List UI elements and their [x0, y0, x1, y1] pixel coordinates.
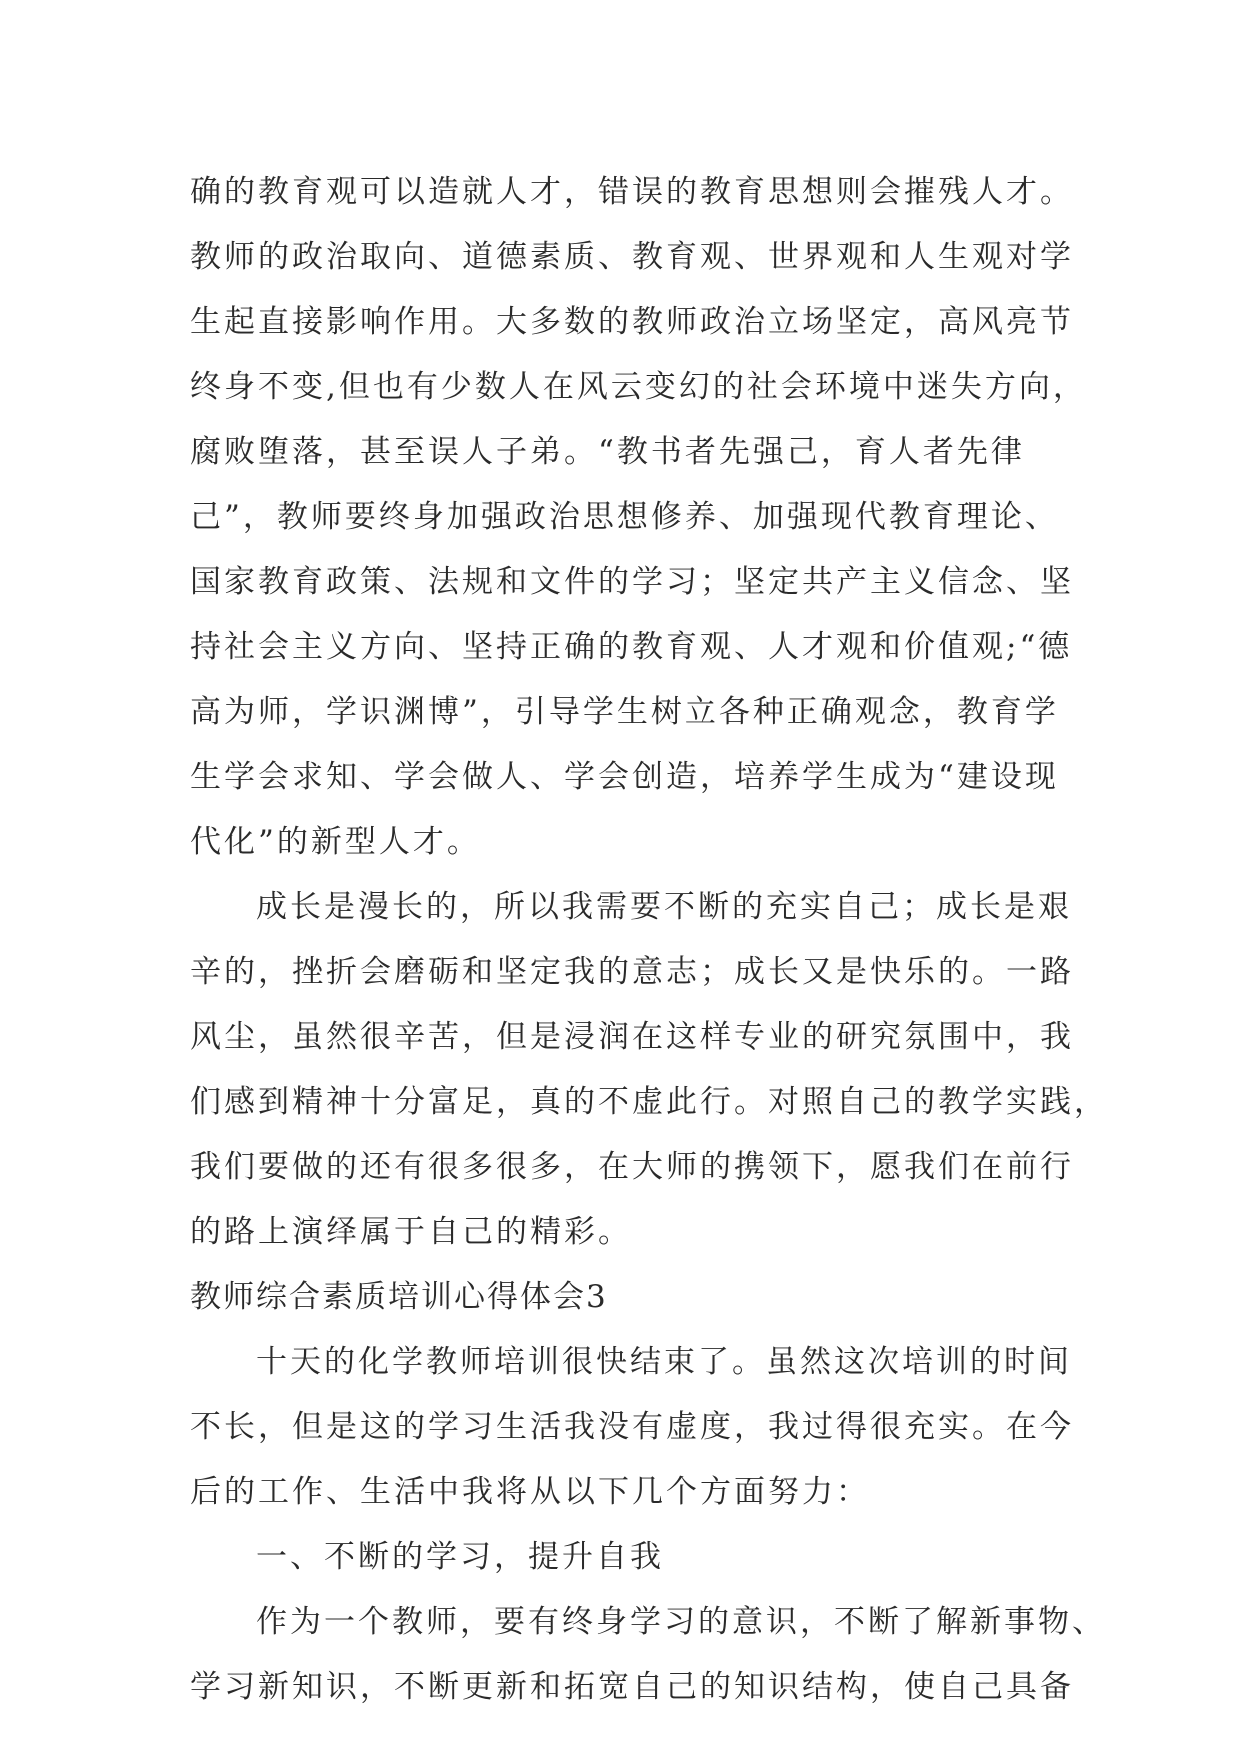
- text-line: 后的工作、生活中我将从以下几个方面努力：: [190, 1474, 870, 1510]
- text-line: 不长，但是这的学习生活我没有虚度，我过得很充实。在今: [190, 1409, 1074, 1445]
- document-body: [190, 160, 1108, 1720]
- text-line: 国家教育政策、法规和文件的学习；坚定共产主义信念、坚: [190, 564, 1074, 600]
- section-title: 教师综合素质培训心得体会3: [190, 1279, 608, 1315]
- text-line: 辛的，挫折会磨砺和坚定我的意志；成长又是快乐的。一路: [190, 954, 1074, 990]
- text-line: 高为师，学识渊博”，引导学生树立各种正确观念，教育学: [190, 694, 1059, 730]
- text-line: 教师的政治取向、道德素质、教育观、世界观和人生观对学: [190, 239, 1074, 275]
- text-line: 确的教育观可以造就人才，错误的教育思想则会摧残人才。: [190, 174, 1074, 210]
- text-line: 们感到精神十分富足，真的不虚此行。对照自己的教学实践，: [190, 1084, 1108, 1120]
- text-line: 十天的化学教师培训很快结束了。虽然这次培训的时间: [256, 1344, 1072, 1380]
- text-line: 成长是漫长的，所以我需要不断的充实自己；成长是艰: [256, 889, 1072, 925]
- text-line: 的路上演绎属于自己的精彩。: [190, 1214, 632, 1250]
- paragraph-4: [190, 1590, 1106, 1720]
- text-line: 终身不变,但也有少数人在风云变幻的社会环境中迷失方向，: [190, 369, 1087, 405]
- text-line: 我们要做的还有很多很多，在大师的携领下，愿我们在前行: [190, 1149, 1074, 1185]
- text-line: 己”，教师要终身加强政治思想修养、加强现代教育理论、: [190, 499, 1059, 535]
- text-line: 持社会主义方向、坚持正确的教育观、人才观和价值观;“德: [190, 629, 1073, 665]
- paragraph-1: [190, 160, 1087, 875]
- paragraph-3: [190, 1330, 1074, 1525]
- paragraph-2: [190, 875, 1108, 1265]
- text-line: 风尘，虽然很辛苦，但是浸润在这样专业的研究氛围中，我: [190, 1019, 1074, 1055]
- text-line: 生起直接影响作用。大多数的教师政治立场坚定，高风亮节: [190, 304, 1074, 340]
- text-line: 腐败堕落，甚至误人子弟。“教书者先强己，育人者先律: [190, 434, 1025, 470]
- text-line: 代化”的新型人才。: [190, 824, 481, 860]
- subheading: 一、不断的学习，提升自我: [256, 1539, 664, 1575]
- text-line: 作为一个教师，要有终身学习的意识，不断了解新事物、: [256, 1604, 1106, 1640]
- text-line: 生学会求知、学会做人、学会创造，培养学生成为“建设现: [190, 759, 1059, 795]
- text-line: 学习新知识，不断更新和拓宽自己的知识结构，使自己具备: [190, 1669, 1074, 1705]
